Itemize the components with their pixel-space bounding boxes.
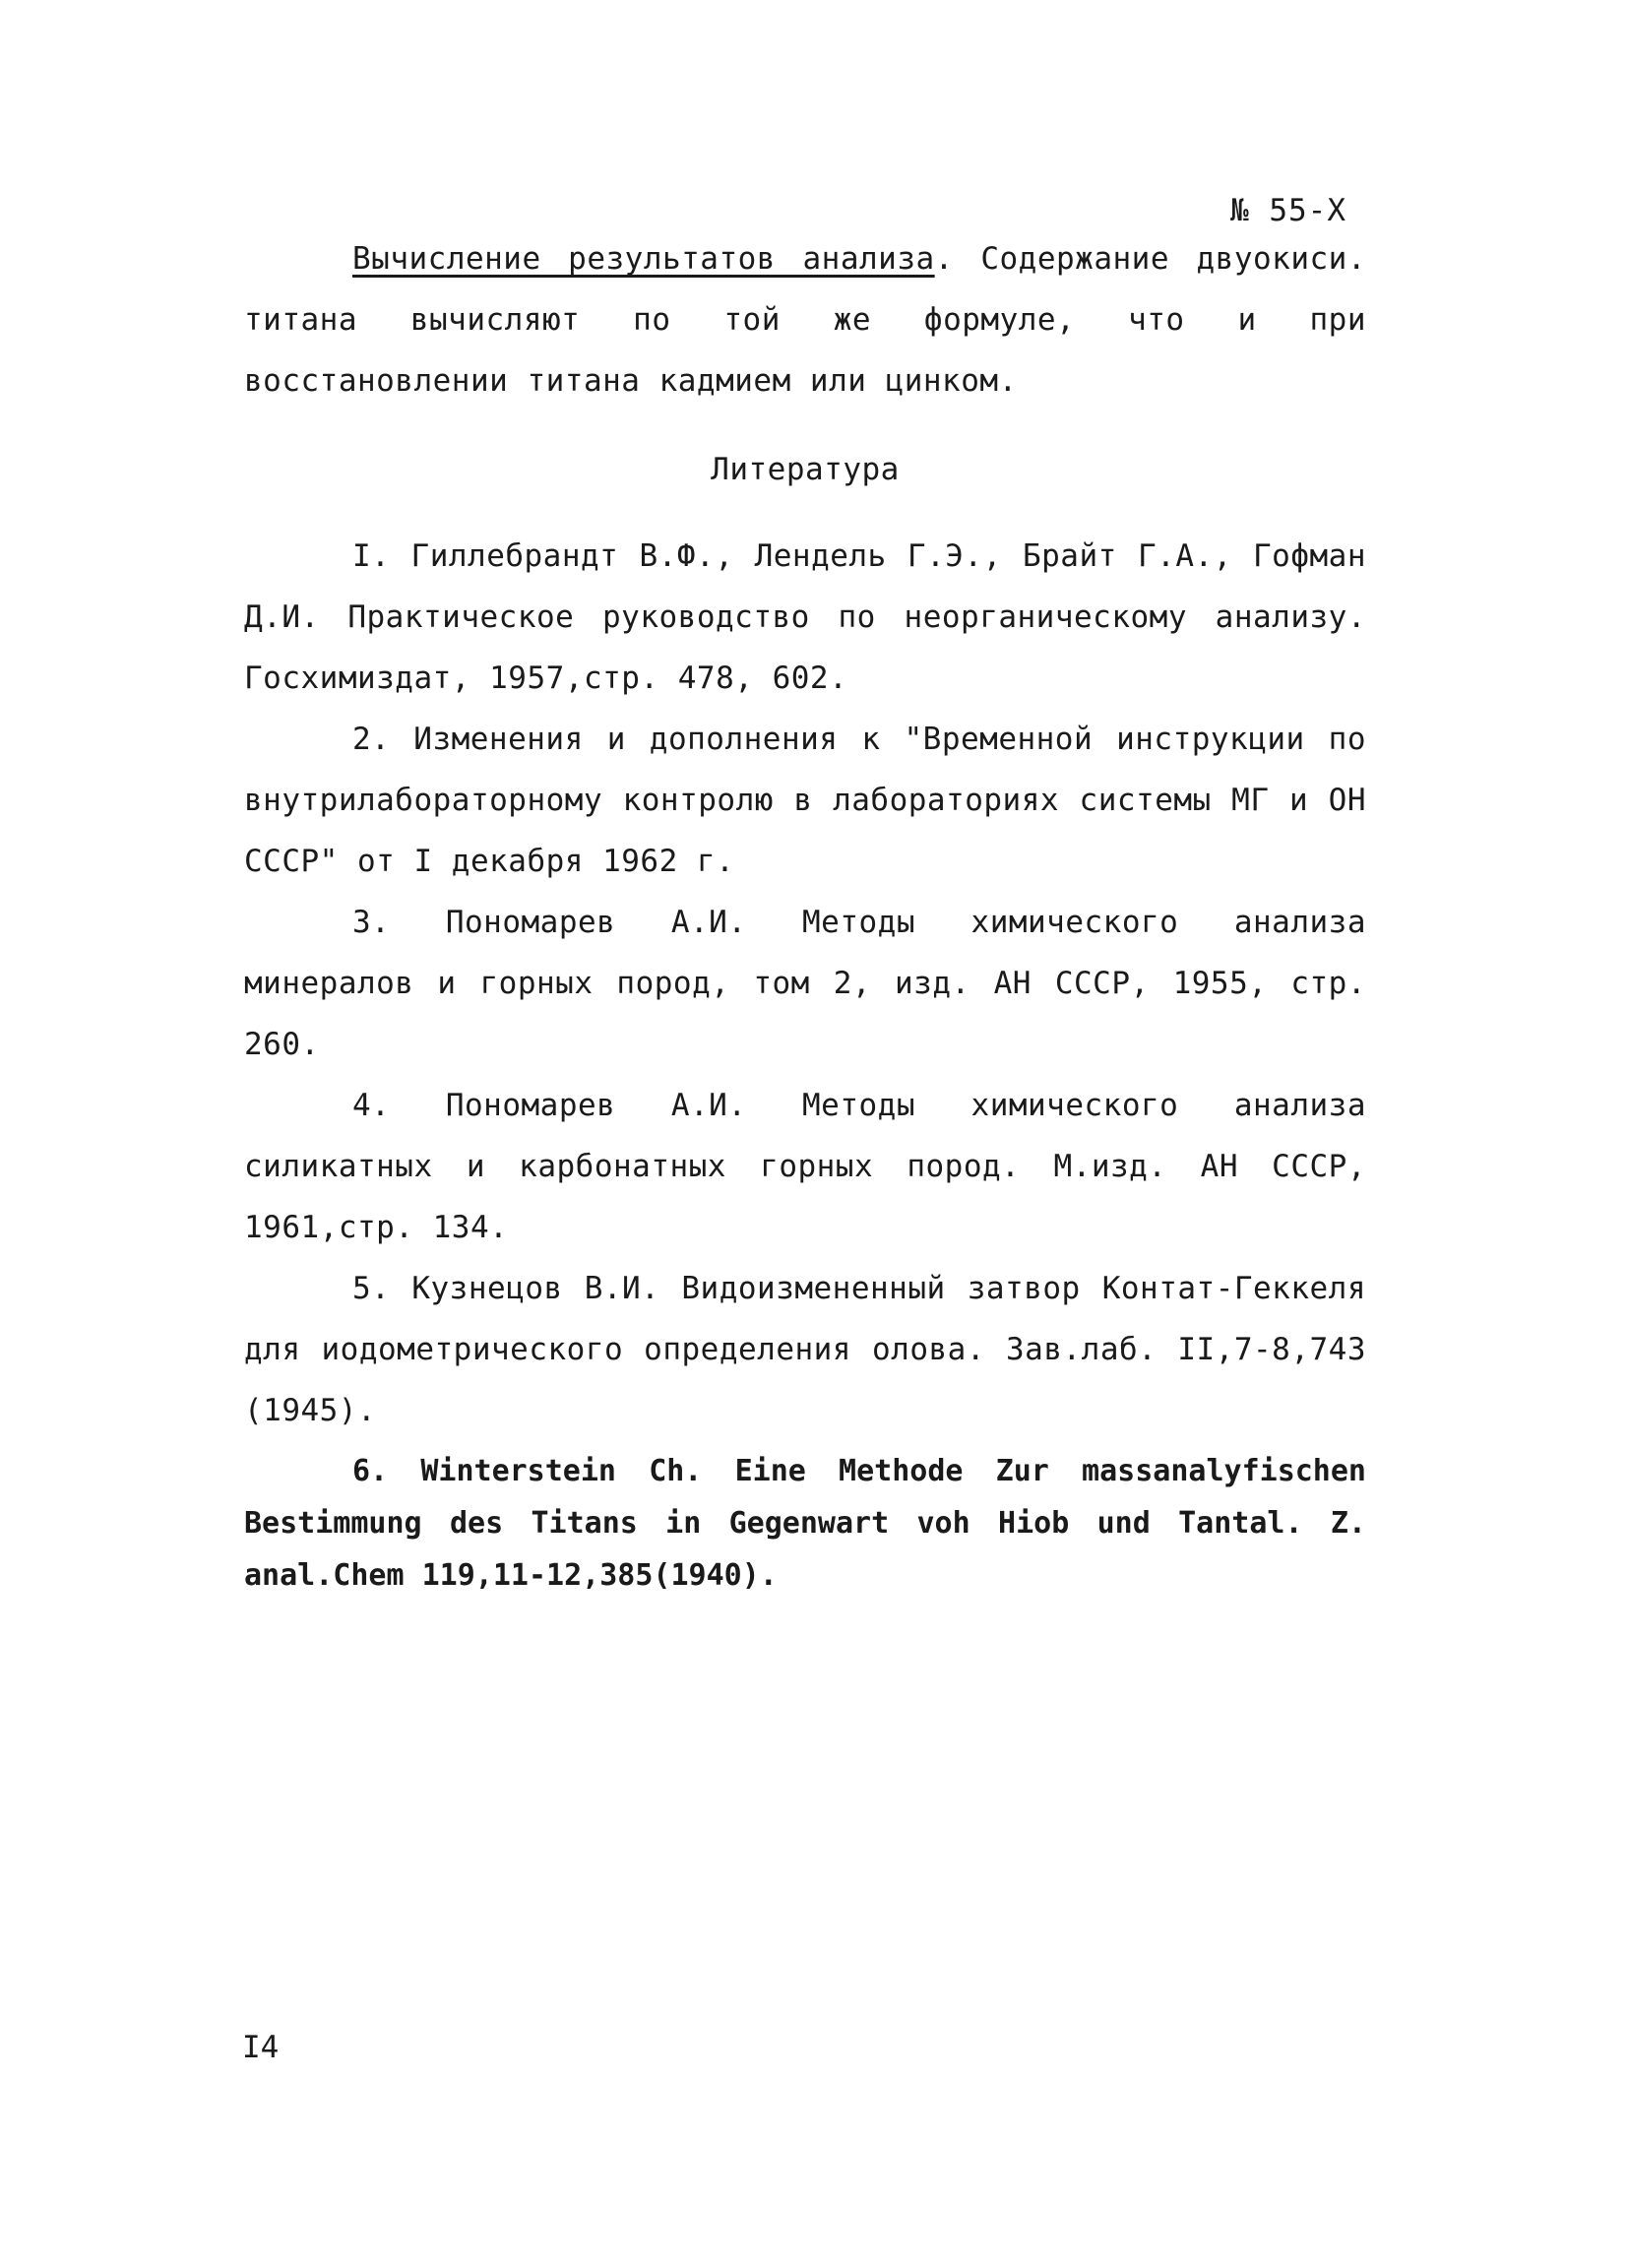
document-number: № 55-Х bbox=[1230, 193, 1346, 228]
reference-item-2: 2. Изменения и дополнения к "Временной инструкции по внутрилабораторному контролю в лабораториях системы МГ и ОН СССР" от I декабря 1962 г. bbox=[244, 722, 1366, 879]
reference-item-3: 3. Пономарев А.И. Методы химического анализа минералов и горных пород, том 2, изд. АН СССР, 1955, стр. 260. bbox=[244, 905, 1366, 1062]
literature-heading: Литература bbox=[711, 452, 900, 487]
calculation-title: Вычисление результатов анализа bbox=[352, 241, 935, 277]
calculation-paragraph bbox=[244, 228, 1366, 411]
document-body bbox=[244, 228, 1366, 1602]
reference-item-4: 4. Пономарев А.И. Методы химического анализа силикатных и карбонатных горных пород. М.изд. АН СССР, 1961,стр. 134. bbox=[244, 1088, 1366, 1245]
reference-item-1: I. Гиллебрандт В.Ф., Лендель Г.Э., Брайт Г.А., Гофман Д.И. Практическое руководство по неорганическому анализу. Госхимиздат, 1957,стр. 478, 602. bbox=[244, 538, 1366, 696]
calculation-text: . Содержание двуокиси. титана вычисляют по той же формуле, что и при восстановлении титана кадмием или цинком. bbox=[244, 241, 1366, 399]
page-number: I4 bbox=[242, 2030, 280, 2065]
reference-item-6: 6. Winterstein Ch. Eine Methode Zur massanalyfischen Bestimmung des Titans in Gegenwart voh Hiob und Tantal. Z. anal.Chem 119,11-12,385(1940). bbox=[244, 1454, 1366, 1593]
reference-item-5: 5. Кузнецов В.И. Видоизмененный затвор Контат-Геккеля для иодометрического определения олова. Зав.лаб. II,7-8,743 (1945). bbox=[244, 1271, 1366, 1428]
